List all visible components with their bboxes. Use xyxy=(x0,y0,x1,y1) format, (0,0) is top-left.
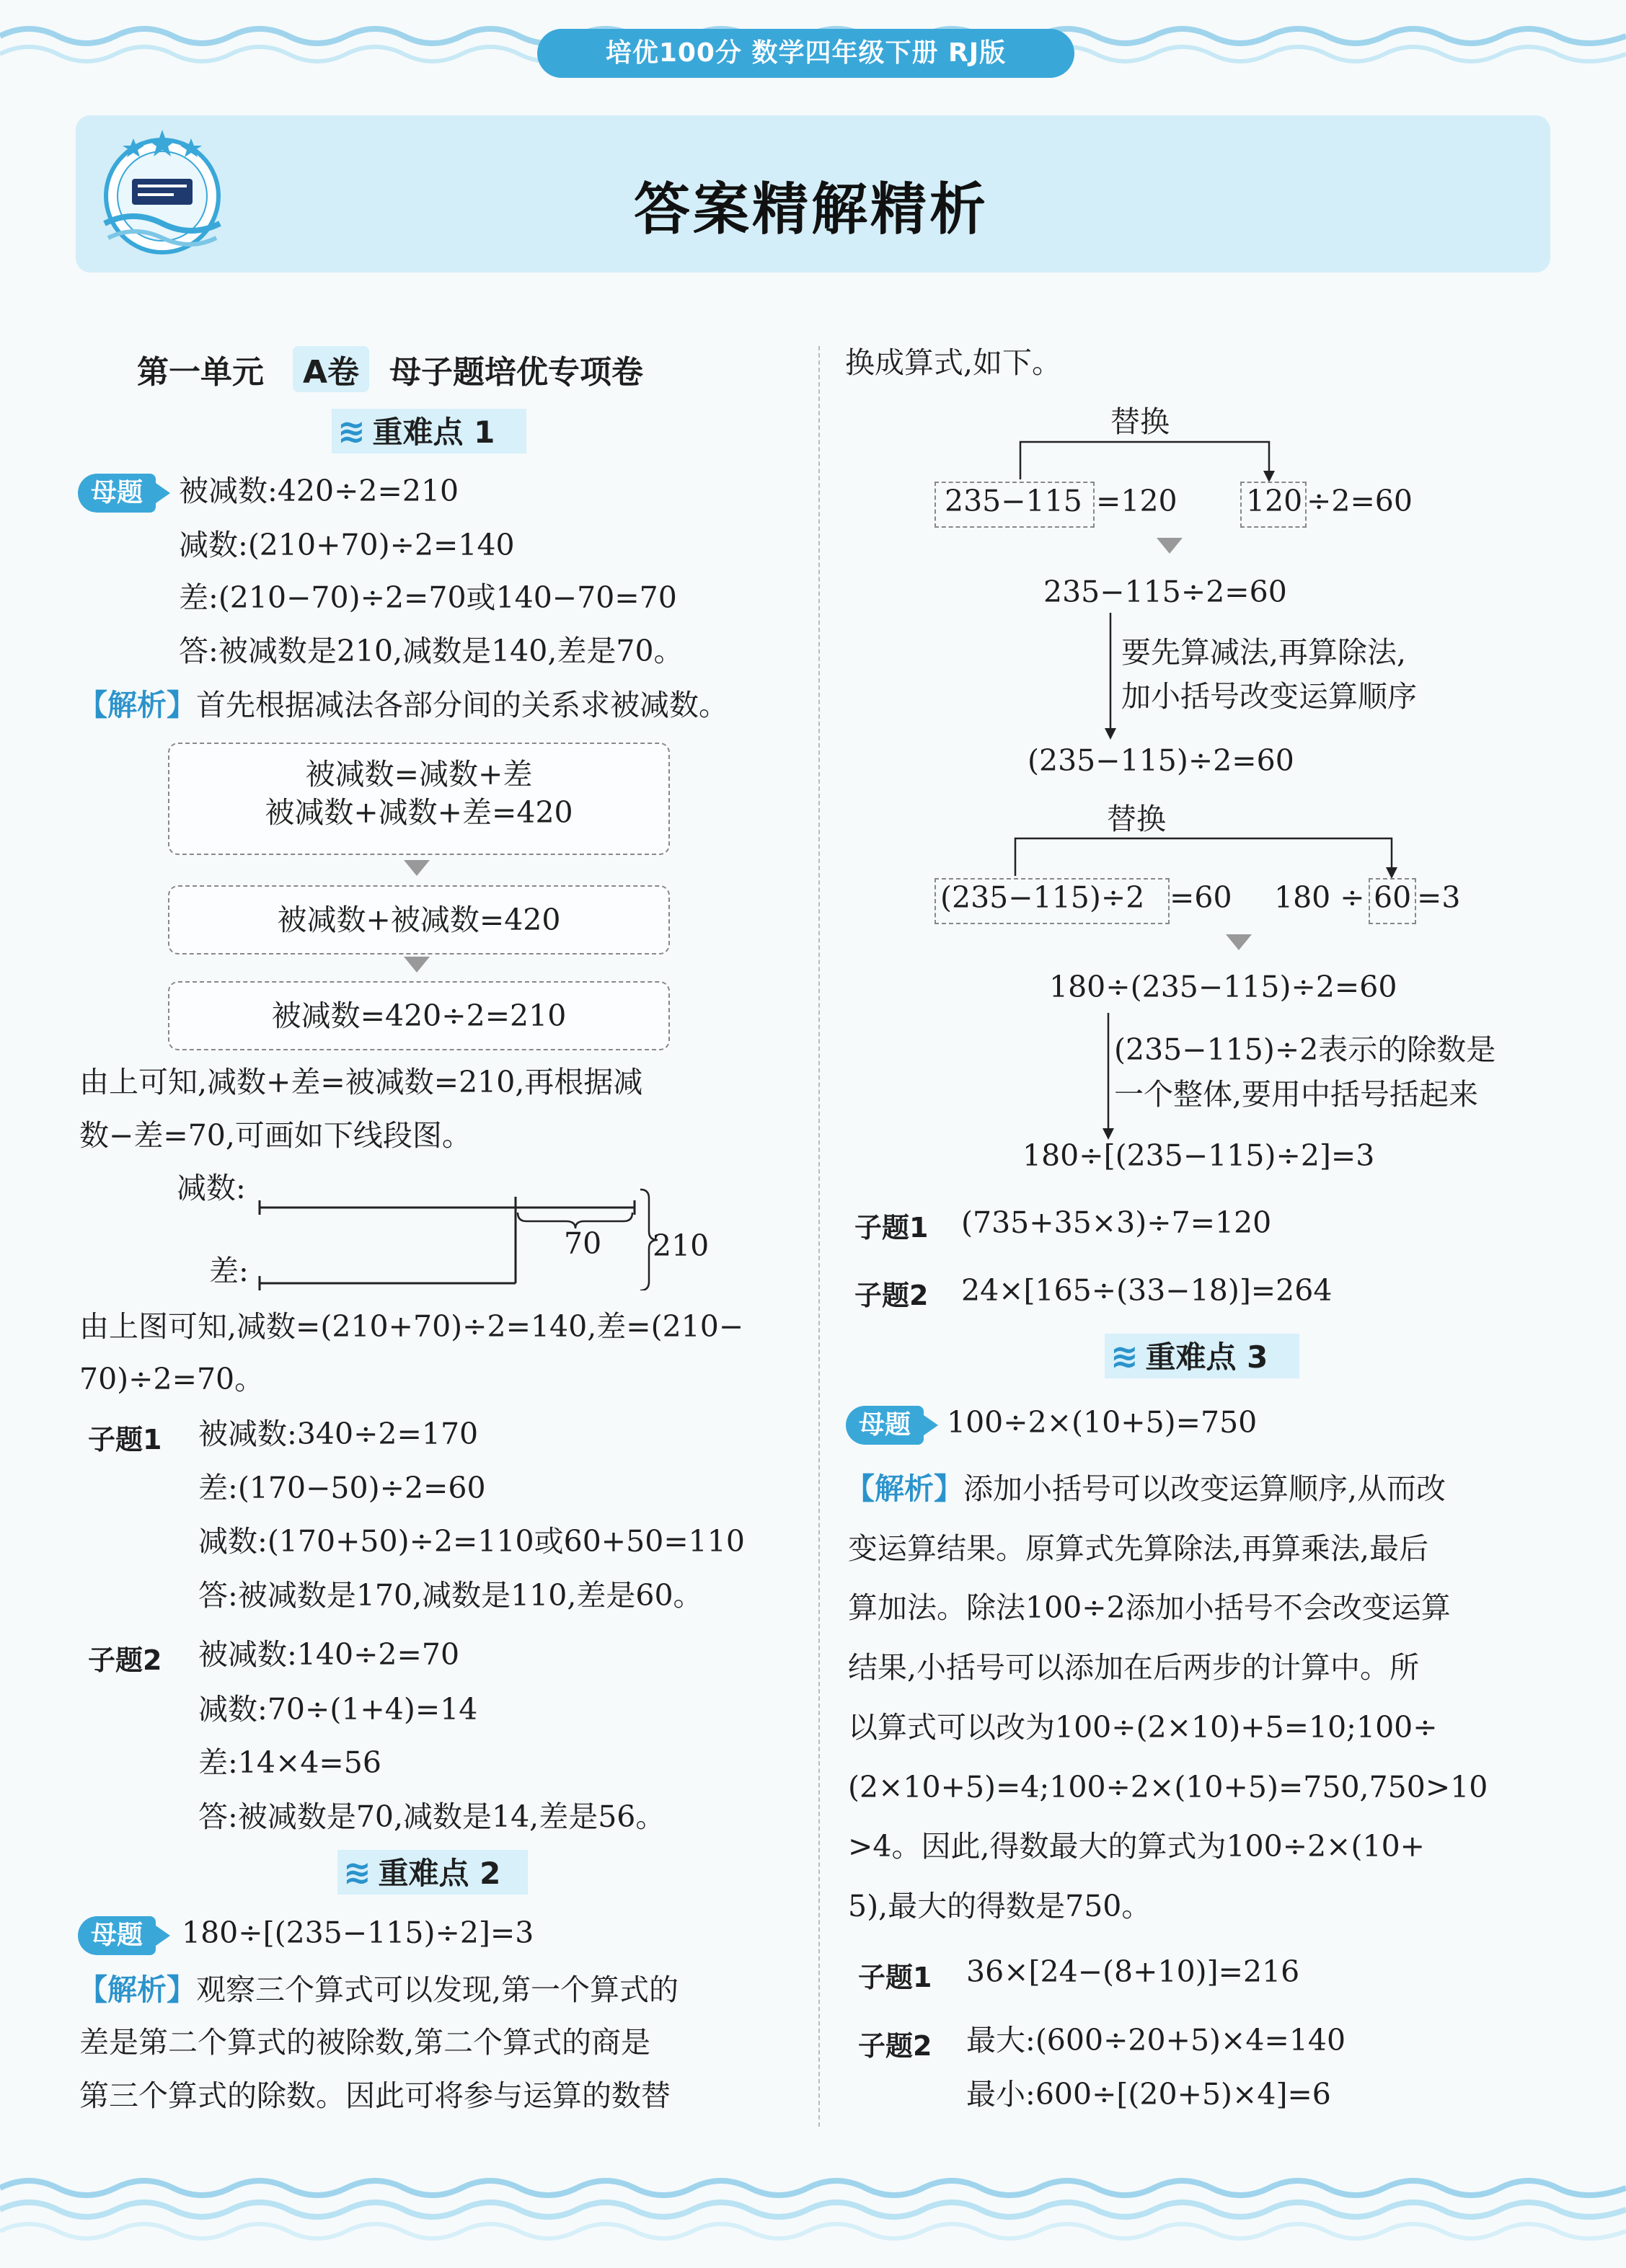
sub-problem-2-label: 子题2 xyxy=(88,1644,162,1676)
kp1-answer-line: 被减数:420÷2=210 xyxy=(179,474,459,508)
kp1-paragraph: 由上可知,减数+差=被减数=210,再根据减 xyxy=(79,1065,643,1099)
kp2-analysis-line: 差是第二个算式的被除数,第二个算式的商是 xyxy=(79,2025,651,2060)
kp1-sub1-line: 答:被减数是170,减数是110,差是60。 xyxy=(198,1578,703,1613)
formula-step: 235−115÷2=60 xyxy=(1043,575,1287,609)
segment-label-difference: 差: xyxy=(209,1254,249,1288)
analysis-tag: 【解析】 xyxy=(845,1471,963,1506)
volume-badge: A卷 xyxy=(293,346,369,392)
relation-box-1 xyxy=(168,743,670,855)
kp1-sub2-line: 被减数:140÷2=70 xyxy=(198,1637,460,1672)
kp1-paragraph: 由上图可知,减数=(210+70)÷2=140,差=(210− xyxy=(79,1309,744,1344)
kp1-sub2-line: 答:被减数是70,减数是14,差是56。 xyxy=(198,1799,666,1834)
relation-box-3 xyxy=(168,981,670,1050)
down-arrow-icon xyxy=(404,860,430,876)
kp2-analysis: 【解析】观察三个算式可以发现,第一个算式的 xyxy=(78,1972,679,2007)
down-arrow-icon xyxy=(1157,538,1183,554)
formula-part: (235−115)÷2 xyxy=(940,880,1145,915)
kp1-sub1-line: 减数:(170+50)÷2=110或60+50=110 xyxy=(198,1524,745,1559)
replace-arrow-2 xyxy=(1002,833,1406,883)
kp3-answer: 100÷2×(10+5)=750 xyxy=(947,1405,1258,1440)
formula-part: ÷2=60 xyxy=(1307,484,1413,518)
formula-part: =120 xyxy=(1096,484,1177,518)
down-arrow-icon xyxy=(404,957,430,973)
wave-icon: ≋ xyxy=(1110,1337,1139,1376)
segment-total-value: 210 xyxy=(653,1228,710,1263)
segment-diagram xyxy=(245,1182,678,1290)
kp2-analysis-line: 第三个算式的除数。因此可将参与运算的数替 xyxy=(79,2078,671,2113)
sub-problem-1-label: 子题1 xyxy=(858,1962,932,1993)
analysis-tag: 【解析】 xyxy=(78,688,196,722)
kp1-paragraph: 70)÷2=70。 xyxy=(79,1362,265,1396)
brand-logo xyxy=(76,115,249,273)
key-point-3-label: ≋ 重难点 3 xyxy=(1105,1334,1299,1378)
kp3-sub1: 36×[24−(8+10)]=216 xyxy=(966,1954,1300,1989)
kp2-sub2: 24×[165÷(33−18)]=264 xyxy=(961,1273,1333,1308)
kp1-sub2-line: 减数:70÷(1+4)=14 xyxy=(198,1692,478,1727)
formula-part: 180 ÷ xyxy=(1274,880,1365,915)
mother-problem-tag: 母题 xyxy=(78,1916,156,1955)
sub-problem-1-label: 子题1 xyxy=(854,1212,929,1244)
series-tag: 培优100分 数学四年级下册 RJ版 xyxy=(537,29,1074,78)
kp2-answer: 180÷[(235−115)÷2]=3 xyxy=(182,1915,534,1950)
kp2-sub1: (735+35×3)÷7=120 xyxy=(961,1205,1272,1240)
formula-part: =60 xyxy=(1170,880,1232,915)
step-note: (235−115)÷2表示的除数是 xyxy=(1114,1032,1496,1067)
formula-part: 235−115 xyxy=(945,484,1082,518)
kp3-analysis-line: 算加法。除法100÷2添加小括号不会改变运算 xyxy=(848,1590,1451,1625)
kp1-answer-line: 差:(210−70)÷2=70或140−70=70 xyxy=(179,580,677,615)
column-divider xyxy=(818,346,820,2127)
wave-icon: ≋ xyxy=(343,1853,371,1892)
formula-step: 180÷[(235−115)÷2]=3 xyxy=(1022,1138,1375,1173)
kp3-analysis: 【解析】添加小括号可以改变运算顺序,从而改 xyxy=(845,1471,1446,1506)
page-title: 答案精解精析 xyxy=(633,177,989,242)
mother-problem-tag: 母题 xyxy=(78,474,156,513)
formula-step: (235−115)÷2=60 xyxy=(1028,743,1294,778)
key-point-1-label: ≋ 重难点 1 xyxy=(332,409,526,453)
sub-problem-1-label: 子题1 xyxy=(88,1424,162,1456)
segment-label-minuend: 减数: xyxy=(177,1171,246,1205)
down-arrow-icon xyxy=(1226,934,1252,950)
kp3-analysis-line: 5),最大的得数是750。 xyxy=(848,1889,1152,1923)
wave-icon: ≋ xyxy=(337,412,366,451)
kp1-analysis: 【解析】首先根据减法各部分间的关系求被减数。 xyxy=(78,688,728,722)
unit-title: 母子题培优专项卷 xyxy=(389,354,644,391)
formula-step: 180÷(235−115)÷2=60 xyxy=(1049,970,1397,1004)
box-line: 被减数+被减数=420 xyxy=(277,903,561,937)
kp1-sub1-line: 差:(170−50)÷2=60 xyxy=(198,1471,486,1505)
box-line: 被减数=420÷2=210 xyxy=(271,998,567,1033)
replace-label: 替换 xyxy=(1107,802,1166,836)
box-line: 被减数+减数+差=420 xyxy=(265,795,573,830)
formula-part: =3 xyxy=(1417,880,1461,915)
unit-name: 第一单元 xyxy=(137,354,264,391)
relation-box-2 xyxy=(168,885,670,954)
key-point-2-label: ≋ 重难点 2 xyxy=(337,1850,528,1895)
replace-label: 替换 xyxy=(1110,404,1170,439)
segment-part-value: 70 xyxy=(564,1226,602,1261)
kp1-paragraph: 数−差=70,可画如下线段图。 xyxy=(79,1118,472,1153)
mother-problem-tag: 母题 xyxy=(846,1406,924,1445)
kp3-analysis-line: 以算式可以改为100÷(2×10)+5=10;100÷ xyxy=(848,1710,1438,1745)
formula-part: 120 xyxy=(1246,484,1303,518)
kp1-sub1-line: 被减数:340÷2=170 xyxy=(198,1417,479,1451)
kp1-answer-line: 减数:(210+70)÷2=140 xyxy=(179,528,515,562)
step-note: 一个整体,要用中括号括起来 xyxy=(1114,1077,1479,1112)
unit-heading xyxy=(137,346,643,392)
kp3-sub2-line: 最小:600÷[(20+5)×4]=6 xyxy=(966,2077,1331,2112)
kp3-analysis-line: (2×10+5)=4;100÷2×(10+5)=750,750>10 xyxy=(848,1770,1488,1804)
step-arrow xyxy=(1103,613,1125,743)
kp3-sub2-line: 最大:(600÷20+5)×4=140 xyxy=(966,2023,1346,2057)
step-note: 要先算减法,再算除法, xyxy=(1121,635,1407,670)
sub-problem-2-label: 子题2 xyxy=(854,1280,929,1311)
box-line: 被减数=减数+差 xyxy=(305,757,533,792)
analysis-tag: 【解析】 xyxy=(78,1972,196,2007)
bottom-wave-border xyxy=(0,2170,1626,2242)
kp2-analysis-continued: 换成算式,如下。 xyxy=(845,345,1062,380)
step-note: 加小括号改变运算顺序 xyxy=(1121,679,1417,714)
kp1-sub2-line: 差:14×4=56 xyxy=(198,1745,381,1780)
kp3-analysis-line: >4。因此,得数最大的算式为100÷2×(10+ xyxy=(848,1829,1426,1864)
kp3-analysis-line: 变运算结果。原算式先算除法,再算乘法,最后 xyxy=(848,1531,1429,1566)
kp3-analysis-line: 结果,小括号可以添加在后两步的计算中。所 xyxy=(848,1650,1420,1685)
replace-arrow-1 xyxy=(1009,436,1283,487)
kp1-answer-line: 答:被减数是210,减数是140,差是70。 xyxy=(179,634,684,668)
formula-part: 60 xyxy=(1374,880,1412,915)
sub-problem-2-label: 子题2 xyxy=(858,2030,932,2062)
